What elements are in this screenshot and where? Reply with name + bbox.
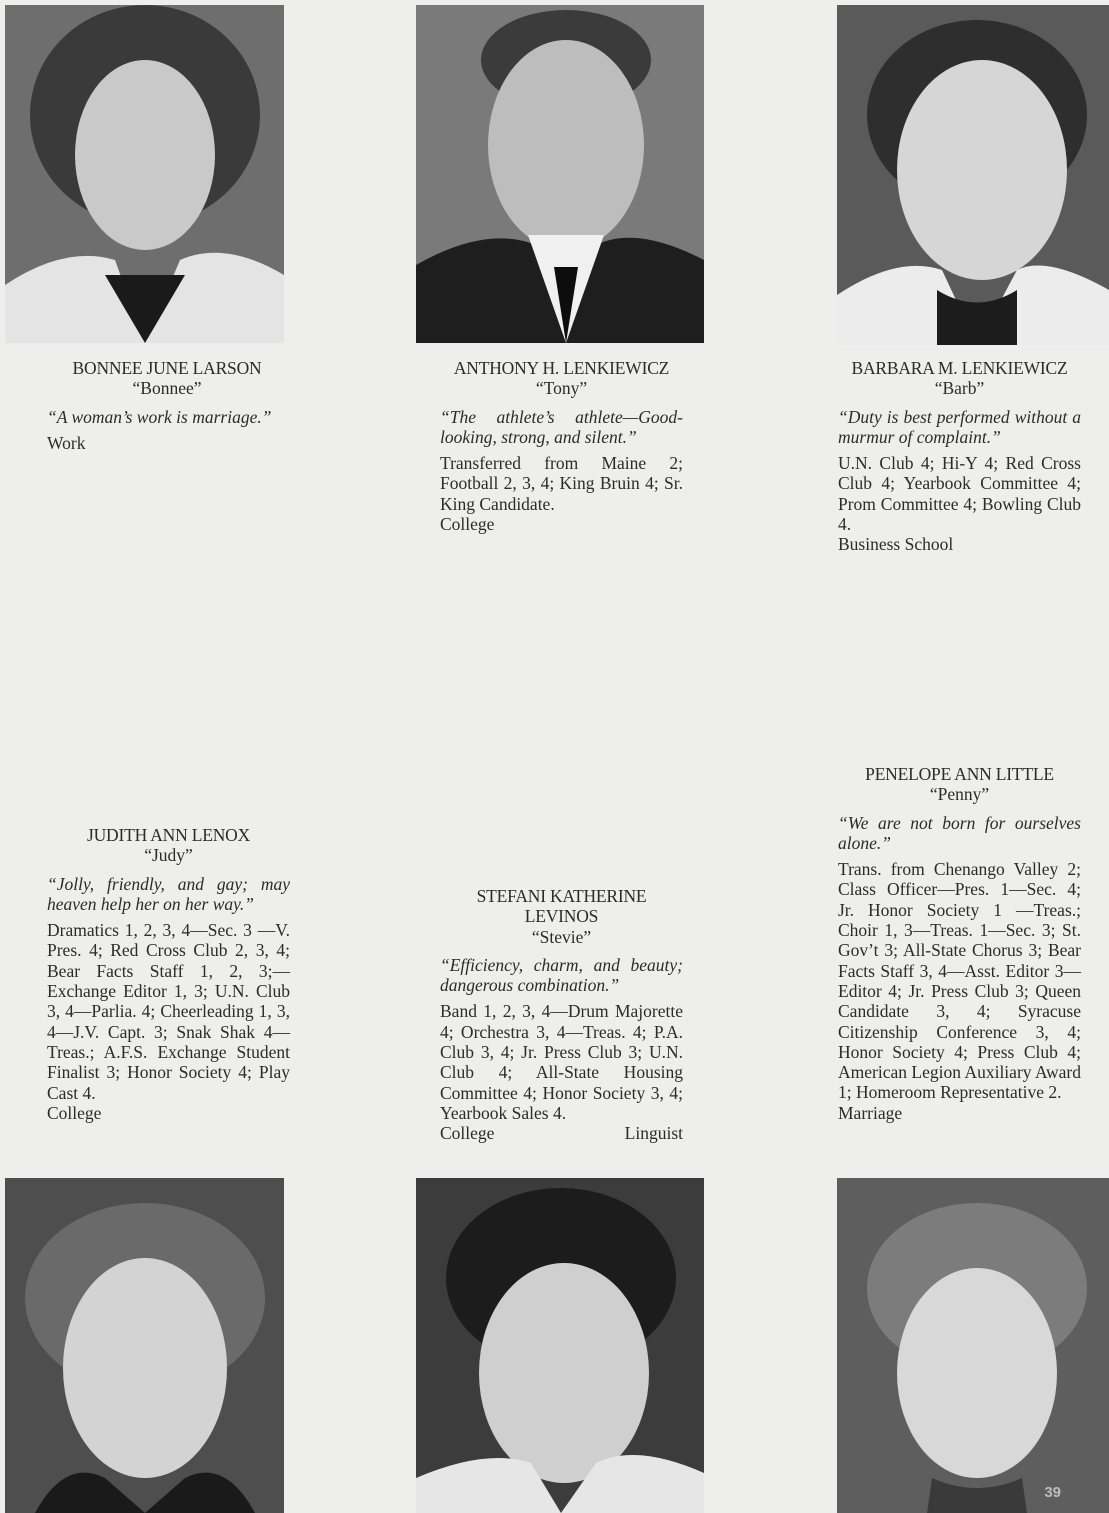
student-name: ANTHONY H. LENKIEWICZ <box>453 358 670 378</box>
student-future-plan: Work <box>47 432 86 453</box>
portrait-photo-barbara <box>837 5 1109 345</box>
student-name: PENELOPE ANN LITTLE <box>865 764 1054 784</box>
student-nickname: “Stevie” <box>531 926 592 947</box>
student-future-plan: College <box>47 1102 102 1123</box>
student-activities: Band 1, 2, 3, 4—Drum Majorette 4; Orchestra 3, 4—Treas. 4; P.A. Club 3, 4; Jr. Press Club 3; U.N. Club 4; All-State Housing Committee 4; Honor Society 3, 4; Yearbook Sales 4. <box>440 1001 683 1123</box>
student-entry-larson <box>47 358 287 453</box>
student-nickname: “Judy” <box>144 845 193 866</box>
portrait-photo-anthony <box>416 5 704 343</box>
student-activities: U.N. Club 4; Hi-Y 4; Red Cross Club 4; Yearbook Committee 4; Prom Committee 4; Bowling Club 4. <box>838 453 1081 535</box>
student-quote: “Duty is best performed without a murmur of complaint.” <box>838 406 1081 447</box>
student-entry-stefani <box>440 886 683 1144</box>
student-quote: “Efficiency, charm, and beauty; dangerous combination.” <box>440 954 683 996</box>
student-nickname: “Tony” <box>535 378 588 399</box>
student-future-plan-alt: Linguist <box>624 1123 683 1144</box>
student-name: JUDITH ANN LENOX <box>86 825 251 845</box>
student-nickname: “Barb” <box>934 378 985 399</box>
portrait-photo-penelope <box>837 1178 1109 1513</box>
student-future-plan: Marriage <box>838 1102 903 1123</box>
student-nickname: “Bonnee” <box>132 378 202 399</box>
student-future-row <box>440 1123 683 1143</box>
student-quote: “We are not born for ourselves alone.” <box>838 812 1081 853</box>
student-name: BARBARA M. LENKIEWICZ <box>851 358 1068 378</box>
student-name: STEFANI KATHERINE LEVINOS <box>476 886 647 927</box>
student-activities: Trans. from Chenango Valley 2; Class Officer—Pres. 1—Sec. 4; Jr. Honor Society 1 —Treas.; Choir 1, 3—Treas. 1—Sec. 3; St. Gov’t 3; All-State Chorus 3; Bear Facts Staff 3, 4—Asst. Editor 3—Editor 4; Jr. Press Club 3; Queen Candidate 3, 4; Syracuse Citizenship Conference 3, 4; Honor Society 4; Press Club 4; American Legion Auxiliary Award 1; Homeroom Representative 2. <box>838 859 1081 1103</box>
page-number: 39 <box>1044 1484 1061 1501</box>
student-future-plan: College <box>440 1123 495 1144</box>
student-quote: “The athlete’s athlete—Good-looking, strong, and silent.” <box>440 406 683 447</box>
student-quote: “Jolly, friendly, and gay; may heaven help her on her way.” <box>47 873 290 914</box>
student-entry-anthony <box>440 358 683 534</box>
student-entry-barbara <box>838 358 1081 555</box>
student-nickname: “Penny” <box>929 784 990 805</box>
student-activities: Dramatics 1, 2, 3, 4—Sec. 3 —V. Pres. 4; Red Cross Club 2, 3, 4; Bear Facts Staff 1, 2, 3;—Exchange Editor 1, 3; U.N. Club 3, 4—Parlia. 4; Cheerleading 1, 3, 4—J.V. Capt. 3; Snak Shak 4—Treas.; A.F.S. Exchange Student Finalist 3; Honor Society 4; Play Cast 4. <box>47 920 290 1103</box>
student-entry-penelope <box>838 764 1081 1123</box>
student-activities: Transferred from Maine 2; Football 2, 3, 4; King Bruin 4; Sr. King Candidate. <box>440 453 683 514</box>
student-quote: “A woman’s work is marriage.” <box>47 406 272 427</box>
student-future-plan: Business School <box>838 534 954 555</box>
student-future-plan: College <box>440 514 495 535</box>
student-name: BONNEE JUNE LARSON <box>72 358 262 378</box>
portrait-photo-stefani <box>416 1178 704 1513</box>
student-entry-judith <box>47 825 290 1123</box>
portrait-photo-larson <box>5 5 284 343</box>
portrait-photo-judith <box>5 1178 284 1513</box>
